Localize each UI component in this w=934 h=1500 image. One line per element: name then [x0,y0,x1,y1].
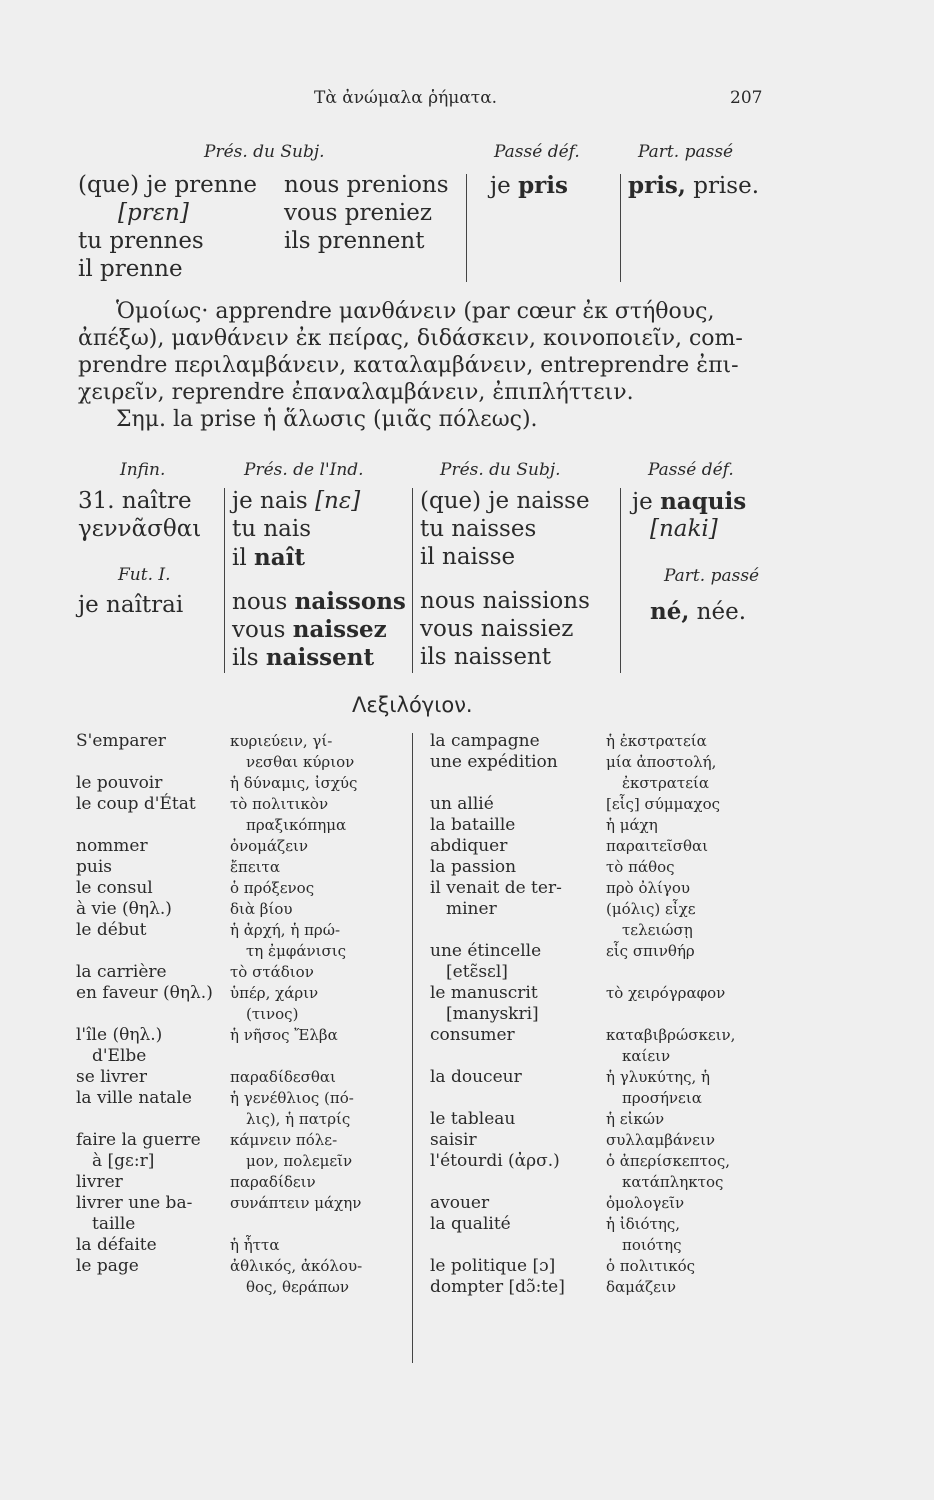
running-title: Τὰ ἀνώμαλα ῥήματα. [314,88,498,108]
label-pres-subj: Prés. du Subj. [204,142,325,162]
vocab-entry: παραδίδειν [230,1173,316,1191]
future-value: je naîtrai [78,592,184,618]
vocab-entry: τὸ πάθος [606,858,675,876]
vocab-entry: taille [92,1214,136,1234]
naitre-passe-def: je naquis [632,488,747,515]
vocab-entry: τὸ στάδιον [230,963,314,981]
vocab-entry: l'île (θηλ.) [76,1025,163,1045]
subj-2: tu naisses [420,516,537,542]
ind-4: nous naissons [232,588,406,615]
subj-pronunciation: [prɛn] [118,200,189,226]
vocab-entry: livrer [76,1172,123,1192]
vocab-entry: [εἷς] σύμμαχος [606,795,721,813]
vocab-entry: faire la guerre [76,1130,201,1150]
vocab-entry: προσήνεια [622,1089,702,1107]
vocab-entry: νεσθαι κύριον [246,753,355,771]
vocab-entry: ὀνομάζειν [230,837,308,855]
vocab-entry [430,1088,600,1109]
part-passe-value: pris, prise. [628,172,760,199]
infinitive: 31. naître [78,488,192,514]
subj-sing-1: (que) je prenne [78,172,258,198]
vocab-entry: εἷς σπινθήρ [606,942,695,960]
vocab-entry: ὁ πολιτικός [606,1257,696,1275]
vocab-entry [76,815,226,836]
vocab-entry: ἡ ἧττα [230,1236,280,1254]
vocab-entry: la carrière [76,962,167,982]
vocab-entry: ἡ ἰδιότης, [606,1215,681,1233]
vocab-entry: ποιότης [622,1236,682,1254]
vocab-left-greek [230,731,412,1298]
vocab-entry: ὑπέρ, χάριν [230,984,319,1002]
vocab-entry: avouer [430,1193,490,1213]
vocab-entry [76,941,226,962]
vocab-entry: ἡ δύναμις, ἰσχύς [230,774,358,792]
label-passe-def-2: Passé déf. [648,460,734,480]
vocab-entry: (μόλις) εἶχε [606,900,696,918]
vocab-entry: ἡ νῆσος Ἔλβα [230,1026,338,1044]
vocab-entry: la ville natale [76,1088,192,1108]
subj-1: (que) je naisse [420,488,590,514]
vocab-entry: ὁ πρόξενος [230,879,315,897]
vocab-entry: un allié [430,794,494,814]
vocab-entry: nommer [76,836,148,856]
vocab-entry: l'étourdi (ἀρσ.) [430,1151,560,1171]
vocab-entry: la défaite [76,1235,157,1255]
vocab-entry [430,1235,600,1256]
vocab-entry [76,1277,226,1298]
vocab-entry: d'Elbe [92,1046,147,1066]
vocab-entry: ἡ ἐκστρατεία [606,732,707,750]
vocab-entry [230,1214,412,1235]
subj-6: ils naissent [420,644,551,670]
vocab-entry: une étincelle [430,941,542,961]
subj-sing-2: tu prennes [78,228,204,254]
vocab-entry: ὁμολογεῖν [606,1194,685,1212]
vocab-entry: συλλαμβάνειν [606,1131,715,1149]
vocab-entry: πραξικόπημα [246,816,347,834]
vocab-entry: καίειν [622,1047,671,1065]
vocab-entry: en faveur (θηλ.) [76,983,213,1003]
vocab-entry: livrer une ba- [76,1193,193,1213]
vocab-entry [430,1046,600,1067]
vocab-entry: se livrer [76,1067,147,1087]
ind-6: ils naissent [232,644,375,671]
vocab-entry: τη ἐμφάνισις [246,942,347,960]
label-pres-ind: Prés. de l'Ind. [244,460,364,480]
vocab-entry: ἡ εἰκών [606,1110,665,1128]
vocab-title: Λεξιλόγιον. [352,693,473,717]
vocab-entry [606,1004,796,1025]
vocab-entry: le politique [ɔ] [430,1256,556,1276]
vocab-entry: κάμνειν πόλε- [230,1131,338,1149]
subj-3: il naisse [420,544,516,570]
vocab-entry: παραιτεῖσθαι [606,837,709,855]
label-passe-def: Passé déf. [494,142,580,162]
vocab-entry: μία ἀποστολή, [606,753,717,771]
vocab-entry [430,920,600,941]
vocab-entry: dompter [dɔ̃:te] [430,1277,565,1297]
vocab-entry [76,1004,226,1025]
subj-sing-3: il prenne [78,256,183,282]
vocab-entry [230,1046,412,1067]
infinitive-greek: γεννᾶσθαι [78,516,202,542]
naitre-passe-def-pron: [naki] [650,516,718,542]
ind-1: je nais [nɛ] [232,488,361,514]
vocab-entry: δαμάζειν [606,1278,676,1296]
naitre-part-passe: né, née. [650,598,747,625]
vocab-entry: miner [446,899,497,919]
vocab-entry: ἡ γλυκύτης, ἡ [606,1068,711,1086]
vocab-entry: le pouvoir [76,773,163,793]
vocab-entry: ἡ μάχη [606,816,658,834]
vocab-right-french [430,731,600,1298]
subj-4: nous naissions [420,588,590,614]
subj-plur-2: vous preniez [284,200,432,226]
vocab-entry: la qualité [430,1214,511,1234]
vocab-entry: le consul [76,878,153,898]
vocab-entry: le coup d'État [76,794,196,814]
vocab-entry: une expédition [430,752,558,772]
vocab-entry: θος, θεράπων [246,1278,349,1296]
vocab-entry: la passion [430,857,517,877]
vocab-entry: τελειώσῃ [622,921,693,939]
vocab-entry: à vie (θηλ.) [76,899,172,919]
passe-def-value: je pris [490,172,568,199]
label-future: Fut. I. [118,565,171,585]
vocab-entry: κατάπληκτος [622,1173,724,1191]
vocab-entry: saisir [430,1130,477,1150]
vocab-entry: πρὸ ὀλίγου [606,879,691,897]
vocab-entry: [manyskri] [446,1004,539,1024]
vocab-entry [430,1172,600,1193]
vocab-entry: παραδίδεσθαι [230,1068,336,1086]
vocab-entry: à [gɛ:r] [92,1151,155,1171]
vocab-entry: ὁ ἀπερίσκεπτος, [606,1152,730,1170]
vocab-entry: λις), ἡ πατρίς [246,1110,351,1128]
label-pres-subj-2: Prés. du Subj. [440,460,561,480]
vocab-entry: κυριεύειν, γί- [230,732,333,750]
vocab-entry [430,773,600,794]
vocab-entry [76,1109,226,1130]
vocab-entry: consumer [430,1025,515,1045]
vocab-entry: ἐκστρατεία [622,774,709,792]
subj-5: vous naissiez [420,616,574,642]
vocab-entry: abdiquer [430,836,508,856]
label-part-passe: Part. passé [638,142,734,162]
page-number: 207 [730,88,763,108]
vocab-entry: ἀθλικός, ἀκόλου- [230,1257,363,1275]
vocab-entry: [etɛ̃sɛl] [446,962,508,982]
vocab-entry [606,962,796,983]
ind-5: vous naissez [232,616,387,643]
ind-2: tu nais [232,516,312,542]
vocab-entry: le début [76,920,147,940]
vocab-entry: μον, πολεμεῖν [246,1152,353,1170]
vocab-entry: le tableau [430,1109,516,1129]
vocab-entry: puis [76,857,112,877]
vocab-entry: ἡ ἀρχή, ἡ πρώ- [230,921,341,939]
vocab-entry: le manuscrit [430,983,538,1003]
vocab-entry: la bataille [430,815,516,835]
vocab-entry: S'emparer [76,731,166,751]
vocab-right-greek [606,731,796,1298]
subj-plur-1: nous prenions [284,172,449,198]
vocab-entry: τὸ πολιτικὸν [230,795,329,813]
label-infin: Infin. [120,460,166,480]
vocab-entry: le page [76,1256,139,1276]
usage-paragraph: Ὁμοίως· apprendre μανθάνειν (par cœur ἐκ στήθους, ἀπέξω), μανθάνειν ἐκ πείρας, διδάσκειν, κοινοποιεῖν, com- prendre περιλαμβάνειν, καταλαμβάνειν, entreprendre ἐπι- χειρεῖν, reprendre ἐπαναλαμβάνειν, ἐπιπλήττειν. Σημ. la prise ἡ ἅλωσις (μιᾶς πόλεως). [78,299,743,432]
subj-plur-3: ils prennent [284,228,425,254]
vocab-entry: il venait de ter- [430,878,562,898]
vocab-entry: (τινος) [246,1005,299,1023]
vocab-entry [76,752,226,773]
vocab-entry: ἡ γενέθλιος (πό- [230,1089,354,1107]
vocab-entry: ἔπειτα [230,858,280,876]
vocab-entry: la douceur [430,1067,522,1087]
label-part-passe-2: Part. passé [664,566,760,586]
vocab-entry: διὰ βίου [230,900,293,918]
vocab-entry: καταβιβρώσκειν, [606,1026,736,1044]
vocab-entry: la campagne [430,731,540,751]
vocab-left-french [76,731,226,1298]
vocab-entry: συνάπτειν μάχην [230,1194,362,1212]
ind-3: il naît [232,544,306,571]
vocab-entry: τὸ χειρόγραφον [606,984,726,1002]
